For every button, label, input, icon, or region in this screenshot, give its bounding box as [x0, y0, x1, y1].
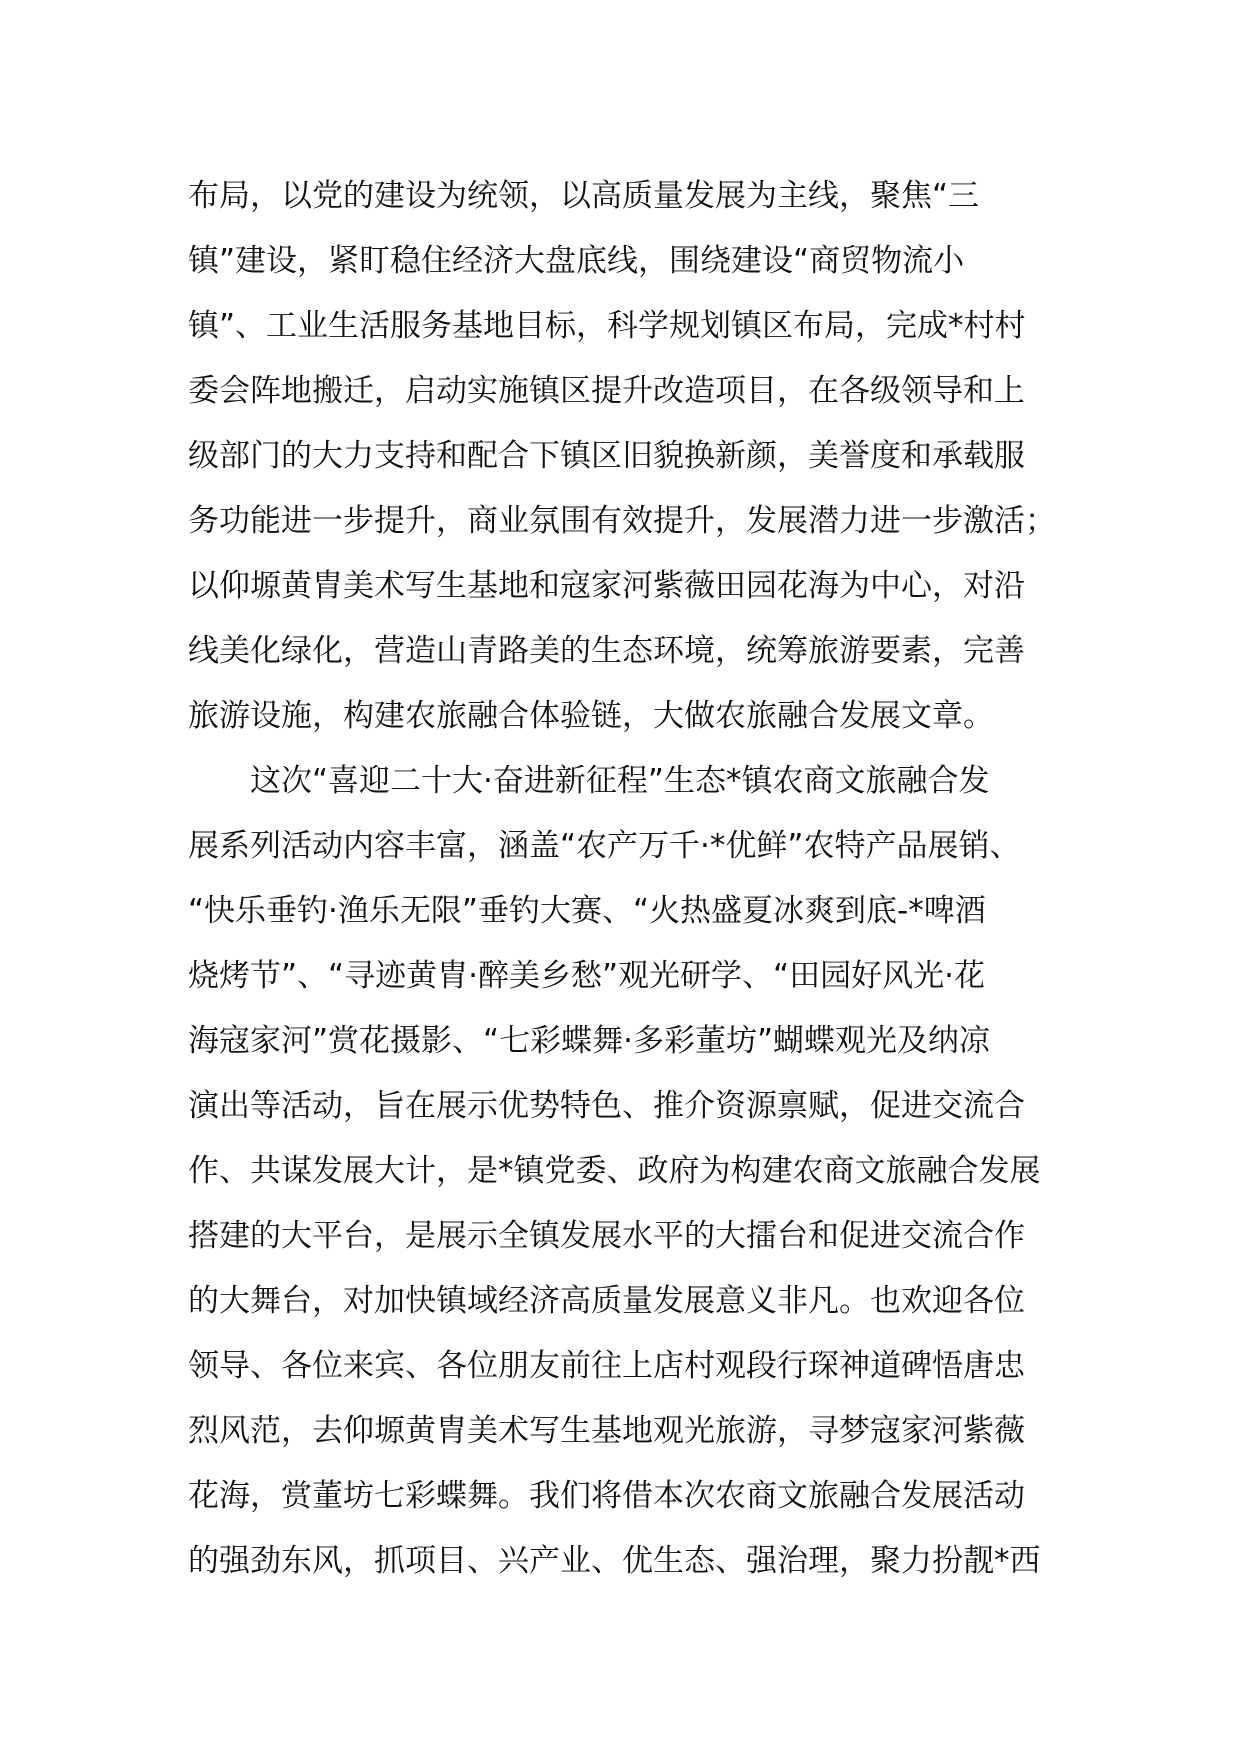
text-line: 烈风范，去仰塬黄胄美术写生基地观光旅游，寻梦寇家河紫薇	[188, 1413, 1025, 1449]
body-text	[188, 164, 1088, 1594]
text-line: 演出等活动，旨在展示优势特色、推介资源禀赋，促进交流合	[188, 1088, 1025, 1124]
text-line: 的大舞台，对加快镇域经济高质量发展意义非凡。也欢迎各位	[188, 1283, 1025, 1319]
text-line: 花海，赏董坊七彩蝶舞。我们将借本次农商文旅融合发展活动	[188, 1478, 1025, 1514]
text-line: 旅游设施，构建农旅融合体验链，大做农旅融合发展文章。	[188, 698, 994, 734]
text-line: 镇”建设，紧盯稳住经济大盘底线，围绕建设“商贸物流小	[188, 243, 965, 279]
text-line: 布局，以党的建设为统领，以高质量发展为主线，聚焦“三	[188, 178, 980, 214]
text-line: 的强劲东风，抓项目、兴产业、优生态、强治理，聚力扮靓*西	[188, 1543, 1041, 1579]
paragraph-start-line: 这次“喜迎二十大·奋进新征程”生态*镇农商文旅融合发	[250, 763, 990, 799]
text-line: 烧烤节”、“寻迹黄胄·醉美乡愁”观光研学、“田园好风光·花	[188, 958, 985, 994]
text-line: 搭建的大平台，是展示全镇发展水平的大擂台和促进交流合作	[188, 1218, 1025, 1254]
text-line: 展系列活动内容丰富，涵盖“农产万千·*优鲜”农特产品展销、	[188, 828, 1021, 864]
text-line: 海寇家河”赏花摄影、“七彩蝶舞·多彩董坊”蝴蝶观光及纳凉	[188, 1023, 991, 1059]
text-line: 以仰塬黄胄美术写生基地和寇家河紫薇田园花海为中心，对沿	[188, 568, 1025, 604]
text-line: 领导、各位来宾、各位朋友前往上店村观段行琛神道碑悟唐忠	[188, 1348, 1025, 1384]
text-line: 级部门的大力支持和配合下镇区旧貌换新颜，美誉度和承载服	[188, 438, 1025, 474]
text-line: 委会阵地搬迁，启动实施镇区提升改造项目，在各级领导和上	[188, 373, 1025, 409]
text-line: 镇”、工业生活服务基地目标，科学规划镇区布局，完成*村村	[188, 308, 1026, 344]
text-line: 作、共谋发展大计，是*镇党委、政府为构建农商文旅融合发展	[188, 1153, 1041, 1189]
text-line: 务功能进一步提升，商业氛围有效提升，发展潜力进一步激活；	[188, 503, 1056, 539]
text-line: 线美化绿化，营造山青路美的生态环境，统筹旅游要素，完善	[188, 633, 1025, 669]
text-line: “快乐垂钓·渔乐无限”垂钓大赛、“火热盛夏冰爽到底-*啤酒	[188, 893, 986, 929]
